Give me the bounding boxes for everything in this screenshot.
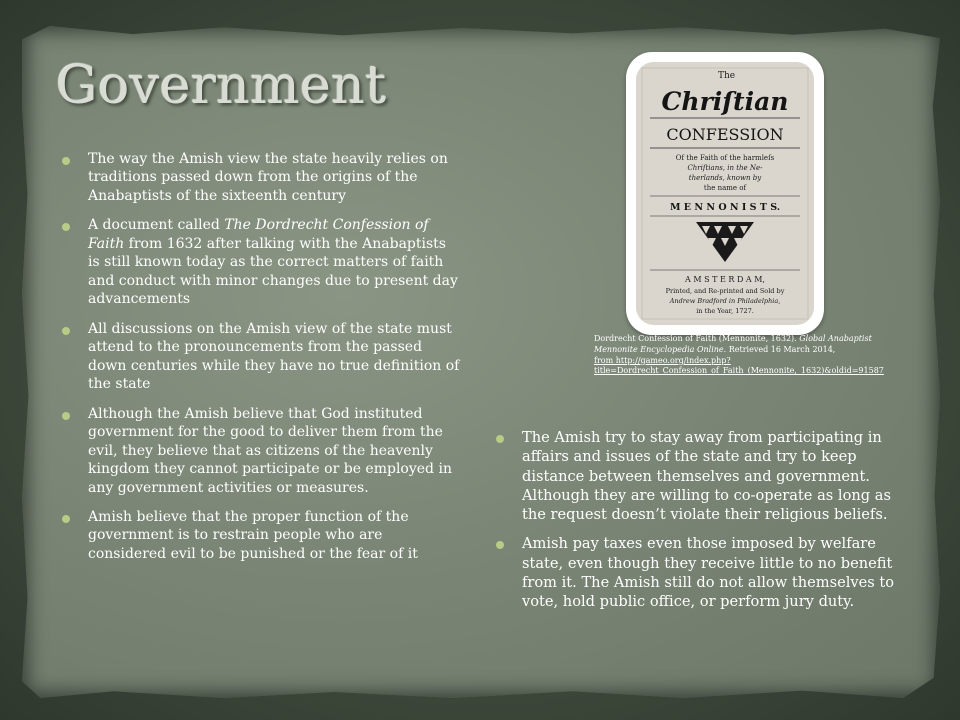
bullet-text-post: from 1632 after talking with the Anabaptists is still known today as the correct matters of faith and conduct with minor changes due to present day advancements [88,235,458,308]
book-line: Chriſtians, in the Ne- [687,164,763,172]
bullet-icon [62,327,70,335]
list-item [62,150,462,205]
book-line: Andrew Bradford in Philadelphia, [669,297,781,305]
book-line: Chriſtian [661,87,789,116]
list-item [496,534,908,611]
book-line: Printed, and Re-printed and Sold by [665,287,785,295]
book-line: Of the Faith of the harmleſs [675,154,775,162]
book-line: CONFESSION [666,125,784,144]
document-title: The Dordrecht Confession of Faith [88,217,429,252]
bullet-icon [62,223,70,231]
bullet-icon [62,157,70,165]
bullet-icon [496,435,504,443]
book-line: M E N N O N I S T S. [669,202,781,213]
caption-text: Dordrecht Confession of Faith (Mennonite, 1632). [594,334,800,343]
bullet-text: The Amish try to stay away from participating in affairs and issues of the state and try to keep distance between themselves and government. Although they are willing to co-operate as long as the request doesn’t violate their religious beliefs. [522,429,891,523]
left-bullet-list [62,150,462,574]
bullet-icon [62,515,70,523]
list-item [62,405,462,497]
book-line: therlands, known by [688,174,762,182]
book-cover-image [636,62,814,325]
bullet-text-pre: A document called [88,217,225,234]
list-item [62,320,462,394]
right-bullet-list [496,428,908,621]
image-caption [594,334,912,377]
bullet-text: Amish believe that the proper function of the government is to restrain people who are considered evil to be punished or the fear of it [88,508,418,562]
bullet-icon [62,412,70,420]
book-line: A M S T E R D A M, [685,275,765,284]
bullet-icon [496,541,504,549]
slide-title: Government [56,56,387,116]
caption-source: Global Anabaptist Mennonite Encyclopedia Online [594,334,872,354]
book-line: in the Year, 1727. [696,307,754,315]
bullet-text: All discussions on the Amish view of the state must attend to the pronouncements from the passed down centuries while they have no true definition of the state [88,320,460,393]
list-item [62,508,462,563]
caption-retrieved: . Retrieved 16 March 2014, [723,344,836,354]
bullet-text: The way the Amish view the state heavily relies on traditions passed down from the origins of the Anabaptists of the sixteenth century [88,151,448,204]
bullet-text: Amish pay taxes even those imposed by welfare state, even though they receive little to no benefit from it. The Amish still do not allow themselves to vote, hold public office, or perform jury duty. [522,535,895,610]
book-line: the name of [703,184,747,192]
book-line: The [718,71,736,81]
book-title-page [636,62,814,325]
list-item [62,216,462,308]
list-item [496,428,908,524]
book-cover-frame [626,52,824,335]
caption-link[interactable]: from http://gameo.org/index.php?title=Dordrecht_Confession_of_Faith_(Mennonite,_1632)&oldid=91587 [594,355,884,376]
bullet-text: Although the Amish believe that God instituted government for the good to deliver them from the evil, they believe that as citizens of the heavenly kingdom they cannot participate or be employed in any government activities or measures. [88,405,452,496]
